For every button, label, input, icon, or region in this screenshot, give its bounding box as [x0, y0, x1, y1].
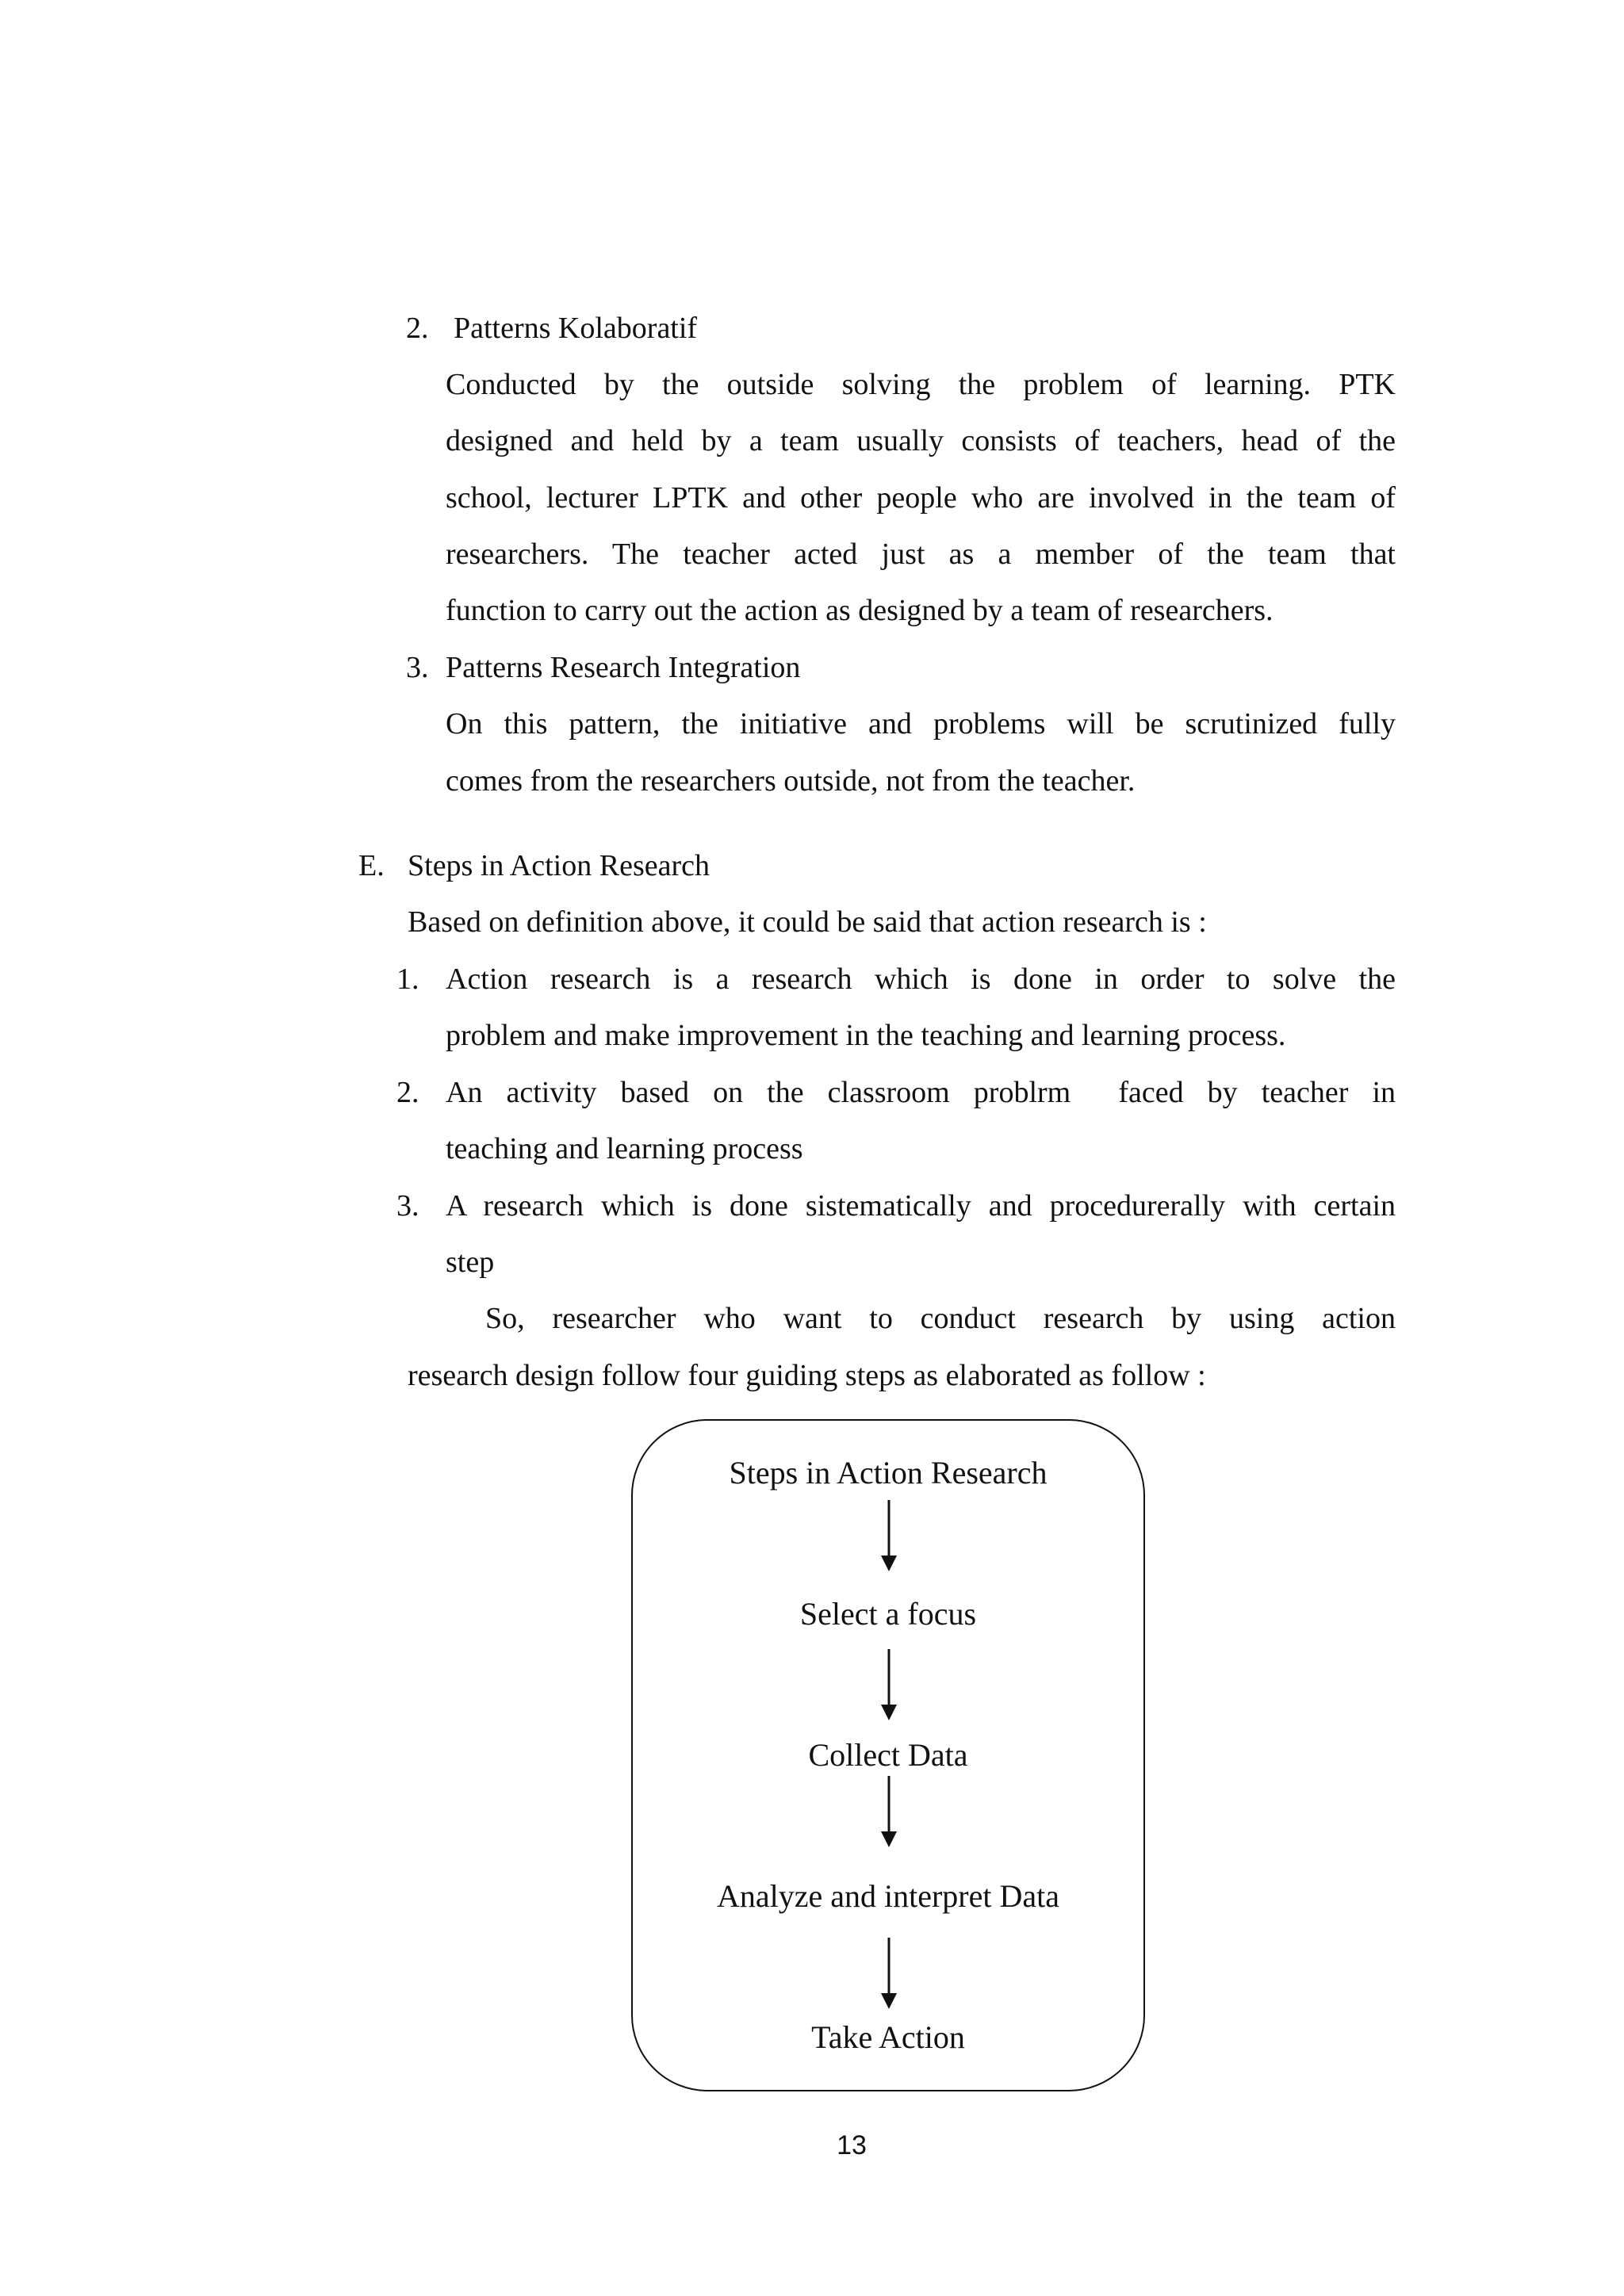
pattern-3-line: On this pattern, the initiative and problems will be scrutinized fully — [446, 707, 1396, 740]
list-item-number: 3. — [396, 1189, 419, 1223]
list-item-number: 2. — [396, 1076, 419, 1109]
section-e-intro: Based on definition above, it could be said that action research is : — [408, 905, 1207, 939]
pattern-3-number: 3. — [406, 651, 429, 684]
flowchart-step: Analyze and interpret Data — [716, 1878, 1059, 1914]
flowchart-step: Steps in Action Research — [729, 1455, 1048, 1490]
page-number: 13 — [837, 2130, 867, 2160]
pattern-2-line: Conducted by the outside solving the problem of learning. PTK — [446, 368, 1396, 401]
closing-line: So, researcher who want to conduct research by using action — [485, 1302, 1396, 1335]
pattern-2-heading: Patterns Kolaboratif — [454, 312, 698, 345]
list-item-line: Action research is a research which is done in order to solve the — [446, 962, 1396, 996]
pattern-2-number: 2. — [406, 312, 429, 345]
arrow-down-icon — [878, 1938, 900, 2011]
flowchart-box — [631, 1419, 1145, 2091]
arrow-down-icon — [878, 1649, 900, 1722]
arrow-down-icon — [878, 1500, 900, 1573]
flowchart-step: Select a focus — [799, 1596, 977, 1632]
pattern-2-line: school, lecturer LPTK and other people who are involved in the team of — [446, 481, 1396, 515]
list-item-line: step — [446, 1246, 495, 1279]
section-e-heading: Steps in Action Research — [408, 849, 710, 882]
pattern-2-line: function to carry out the action as designed by a team of researchers. — [446, 594, 1274, 627]
pattern-2-line: designed and held by a team usually consists of teachers, head of the — [446, 424, 1396, 457]
pattern-3-heading: Patterns Research Integration — [446, 651, 801, 684]
list-item-line: An activity based on the classroom problrm faced by teacher in — [446, 1076, 1396, 1109]
list-item-line: teaching and learning process — [446, 1132, 803, 1165]
list-item-number: 1. — [396, 962, 419, 996]
arrow-down-icon — [878, 1776, 900, 1849]
flowchart-step: Take Action — [811, 2019, 965, 2055]
flowchart-step: Collect Data — [808, 1737, 968, 1773]
closing-line: research design follow four guiding steps as elaborated as follow : — [408, 1359, 1206, 1392]
pattern-2-line: researchers. The teacher acted just as a member of the team that — [446, 538, 1396, 571]
list-item-line: problem and make improvement in the teaching and learning process. — [446, 1019, 1286, 1052]
pattern-3-line: comes from the researchers outside, not from the teacher. — [446, 764, 1136, 798]
section-e-letter: E. — [358, 849, 385, 882]
list-item-line: A research which is done sistematically and procedurerally with certain — [446, 1189, 1396, 1223]
